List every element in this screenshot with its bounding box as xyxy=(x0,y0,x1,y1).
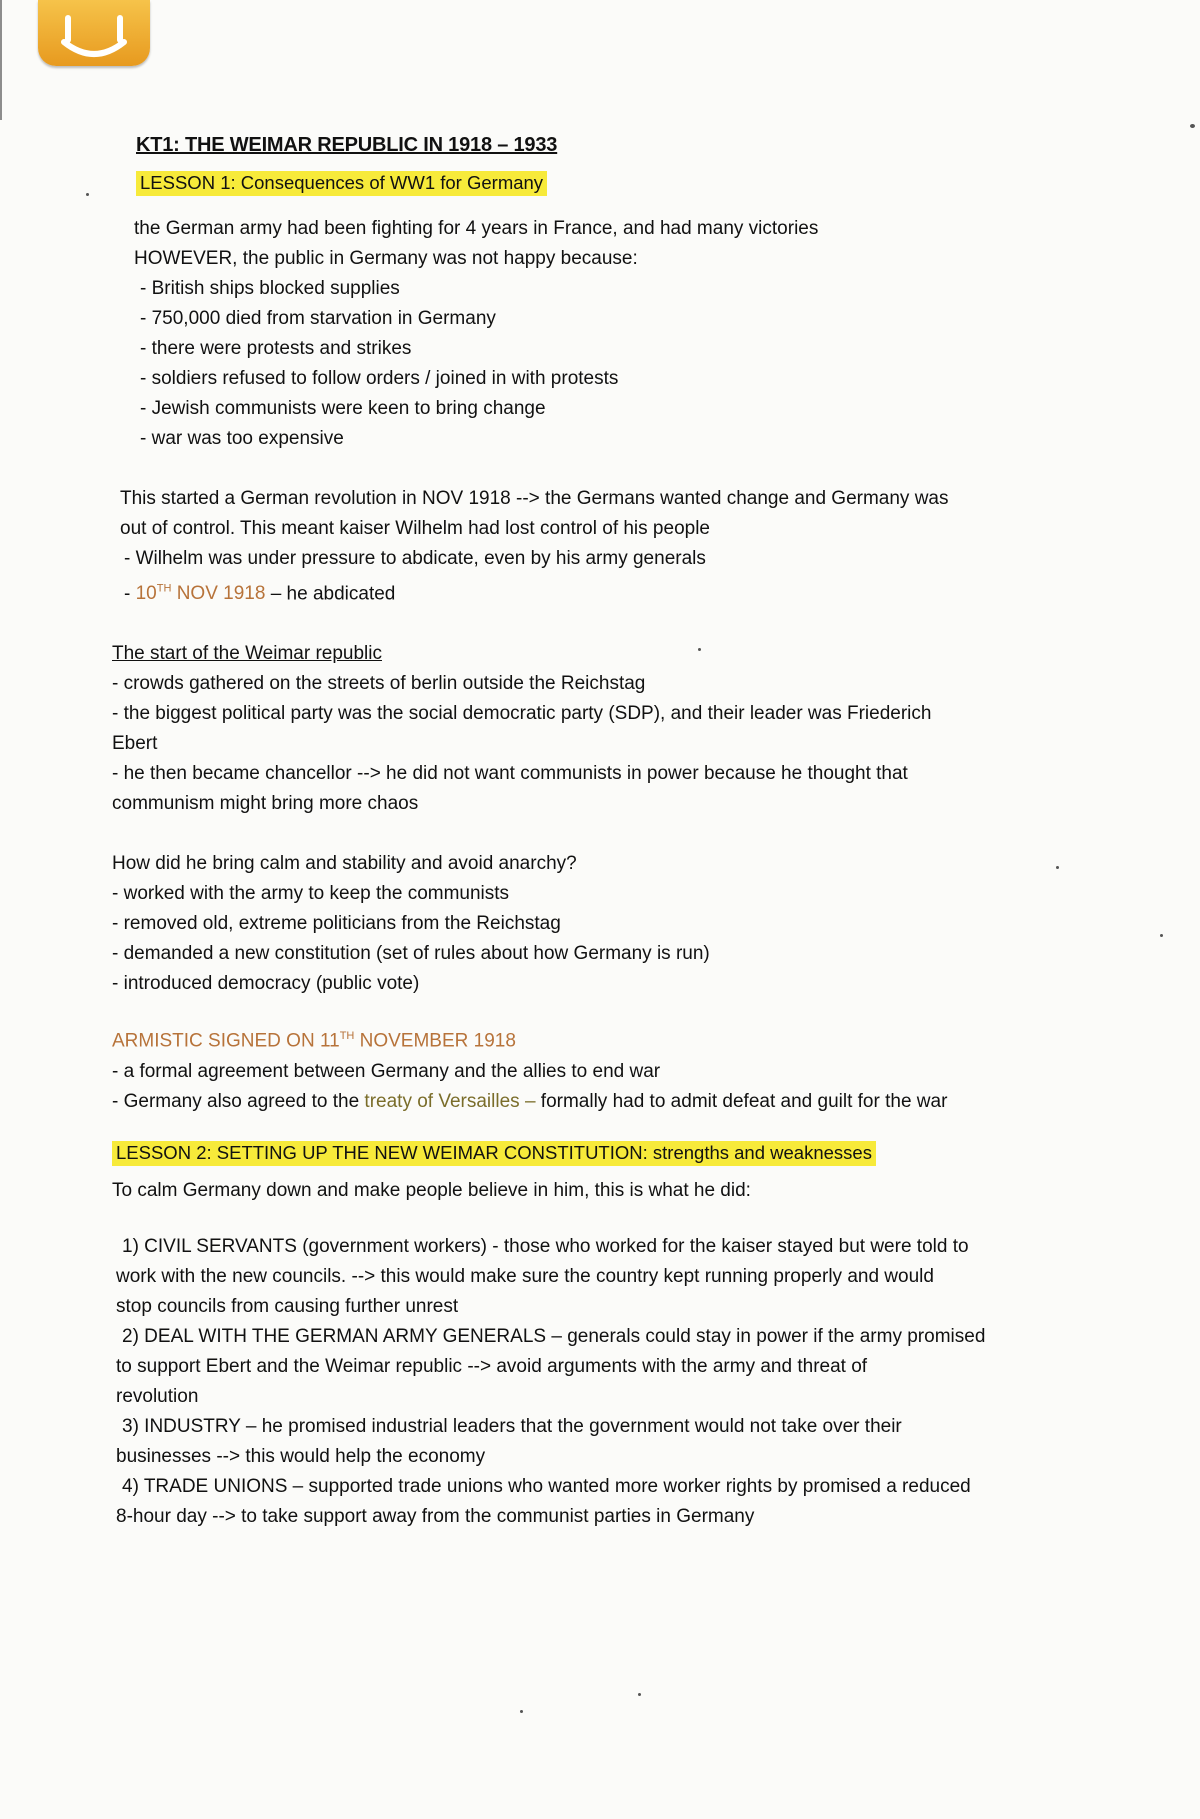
armistice-section xyxy=(112,1021,1082,1116)
page-edge xyxy=(0,0,2,120)
list-item: - removed old, extreme politicians from the Reichstag xyxy=(112,913,561,935)
list-item: - soldiers refused to follow orders / joined in with protests xyxy=(140,368,619,389)
abdication-bullet xyxy=(124,574,1082,609)
section-question: How did he bring calm and stability and avoid anarchy? xyxy=(112,853,577,875)
list-item: - 750,000 died from starvation in Germany xyxy=(140,308,496,329)
intro-line: HOWEVER, the public in Germany was not happy because: xyxy=(134,248,638,269)
list-item: - introduced democracy (public vote) xyxy=(112,973,420,995)
list-item: - Jewish communists were keen to bring change xyxy=(140,398,546,419)
lesson-2-heading: LESSON 2: SETTING UP THE NEW WEIMAR CONSTITUTION: strengths and weaknesses xyxy=(112,1141,876,1166)
revolution-line: out of control. This meant kaiser Wilhelm had lost control of his people xyxy=(120,518,710,539)
scan-speck xyxy=(1190,124,1195,128)
abdication-date: 10TH NOV 1918 xyxy=(135,583,266,605)
lesson-1-heading: LESSON 1: Consequences of WW1 for Germany xyxy=(136,171,547,196)
scan-speck xyxy=(1160,934,1163,937)
list-item: - he then became chancellor --> he did not want communists in power because he thought that xyxy=(112,763,908,785)
revolution-section xyxy=(112,484,1082,609)
list-item: Ebert xyxy=(112,733,158,755)
calm-section xyxy=(112,849,1082,999)
abdication-text: – he abdicated xyxy=(265,583,396,605)
smiley-logo-icon xyxy=(38,0,150,66)
scan-speck xyxy=(698,648,701,651)
bullet-prefix: - xyxy=(124,583,136,605)
lesson-2-intro: To calm Germany down and make people believe in him, this is what he did: xyxy=(112,1179,751,1201)
list-item: communism might bring more chaos xyxy=(112,793,419,815)
armistice-heading: ARMISTIC SIGNED ON 11TH NOVEMBER 1918 xyxy=(112,1030,516,1052)
list-item: 4) TRADE UNIONS – supported trade unions who wanted more worker rights by promised a reduced 8-hour day --> to take support away from the communist parties in Germany xyxy=(116,1475,971,1527)
list-item: - demanded a new constitution (set of rules about how Germany is run) xyxy=(112,943,710,965)
list-item: - there were protests and strikes xyxy=(140,338,412,359)
list-item: - Germany also agreed to the treaty of Versailles – formally had to admit defeat and guilt for the war xyxy=(112,1090,948,1112)
revolution-line: This started a German revolution in NOV 1918 --> the Germans wanted change and Germany was xyxy=(120,488,949,509)
revolution-bullet: - Wilhelm was under pressure to abdicate, even by his army generals xyxy=(124,548,706,569)
intro-line: the German army had been fighting for 4 years in France, and had many victories xyxy=(134,218,819,239)
list-item: 2) DEAL WITH THE GERMAN ARMY GENERALS – generals could stay in power if the army promised to support Ebert and the Weimar republic --> avoid arguments with the army and threat of revolution xyxy=(116,1325,986,1407)
list-item: - British ships blocked supplies xyxy=(140,278,400,299)
document-body xyxy=(112,134,1082,1532)
section-heading: The start of the Weimar republic xyxy=(112,643,382,665)
scan-speck xyxy=(638,1693,641,1696)
list-item: - worked with the army to keep the communists xyxy=(112,883,510,905)
list-item: 1) CIVIL SERVANTS (government workers) - those who worked for the kaiser stayed but were told to work with the new councils. --> this would make sure the country kept running properly and would stop councils from causing further unrest xyxy=(116,1235,969,1317)
scan-speck xyxy=(1056,866,1059,869)
list-item: - a formal agreement between Germany and the allies to end war xyxy=(112,1060,661,1082)
list-item: - the biggest political party was the social democratic party (SDP), and their leader was Friederich xyxy=(112,703,932,725)
lesson-1-intro xyxy=(112,214,1082,274)
page-title: KT1: THE WEIMAR REPUBLIC IN 1918 – 1933 xyxy=(136,134,558,156)
reasons-list xyxy=(112,274,1082,454)
treaty-name: treaty of Versailles – xyxy=(364,1090,536,1112)
list-item: - war was too expensive xyxy=(140,428,344,449)
list-item: - crowds gathered on the streets of berlin outside the Reichstag xyxy=(112,673,646,695)
list-item: 3) INDUSTRY – he promised industrial leaders that the government would not take over their businesses --> this would help the economy xyxy=(116,1415,902,1467)
weimar-start-section xyxy=(112,639,1082,819)
scan-speck xyxy=(86,193,89,196)
measures-list xyxy=(116,1232,1082,1532)
scan-speck xyxy=(520,1710,523,1713)
